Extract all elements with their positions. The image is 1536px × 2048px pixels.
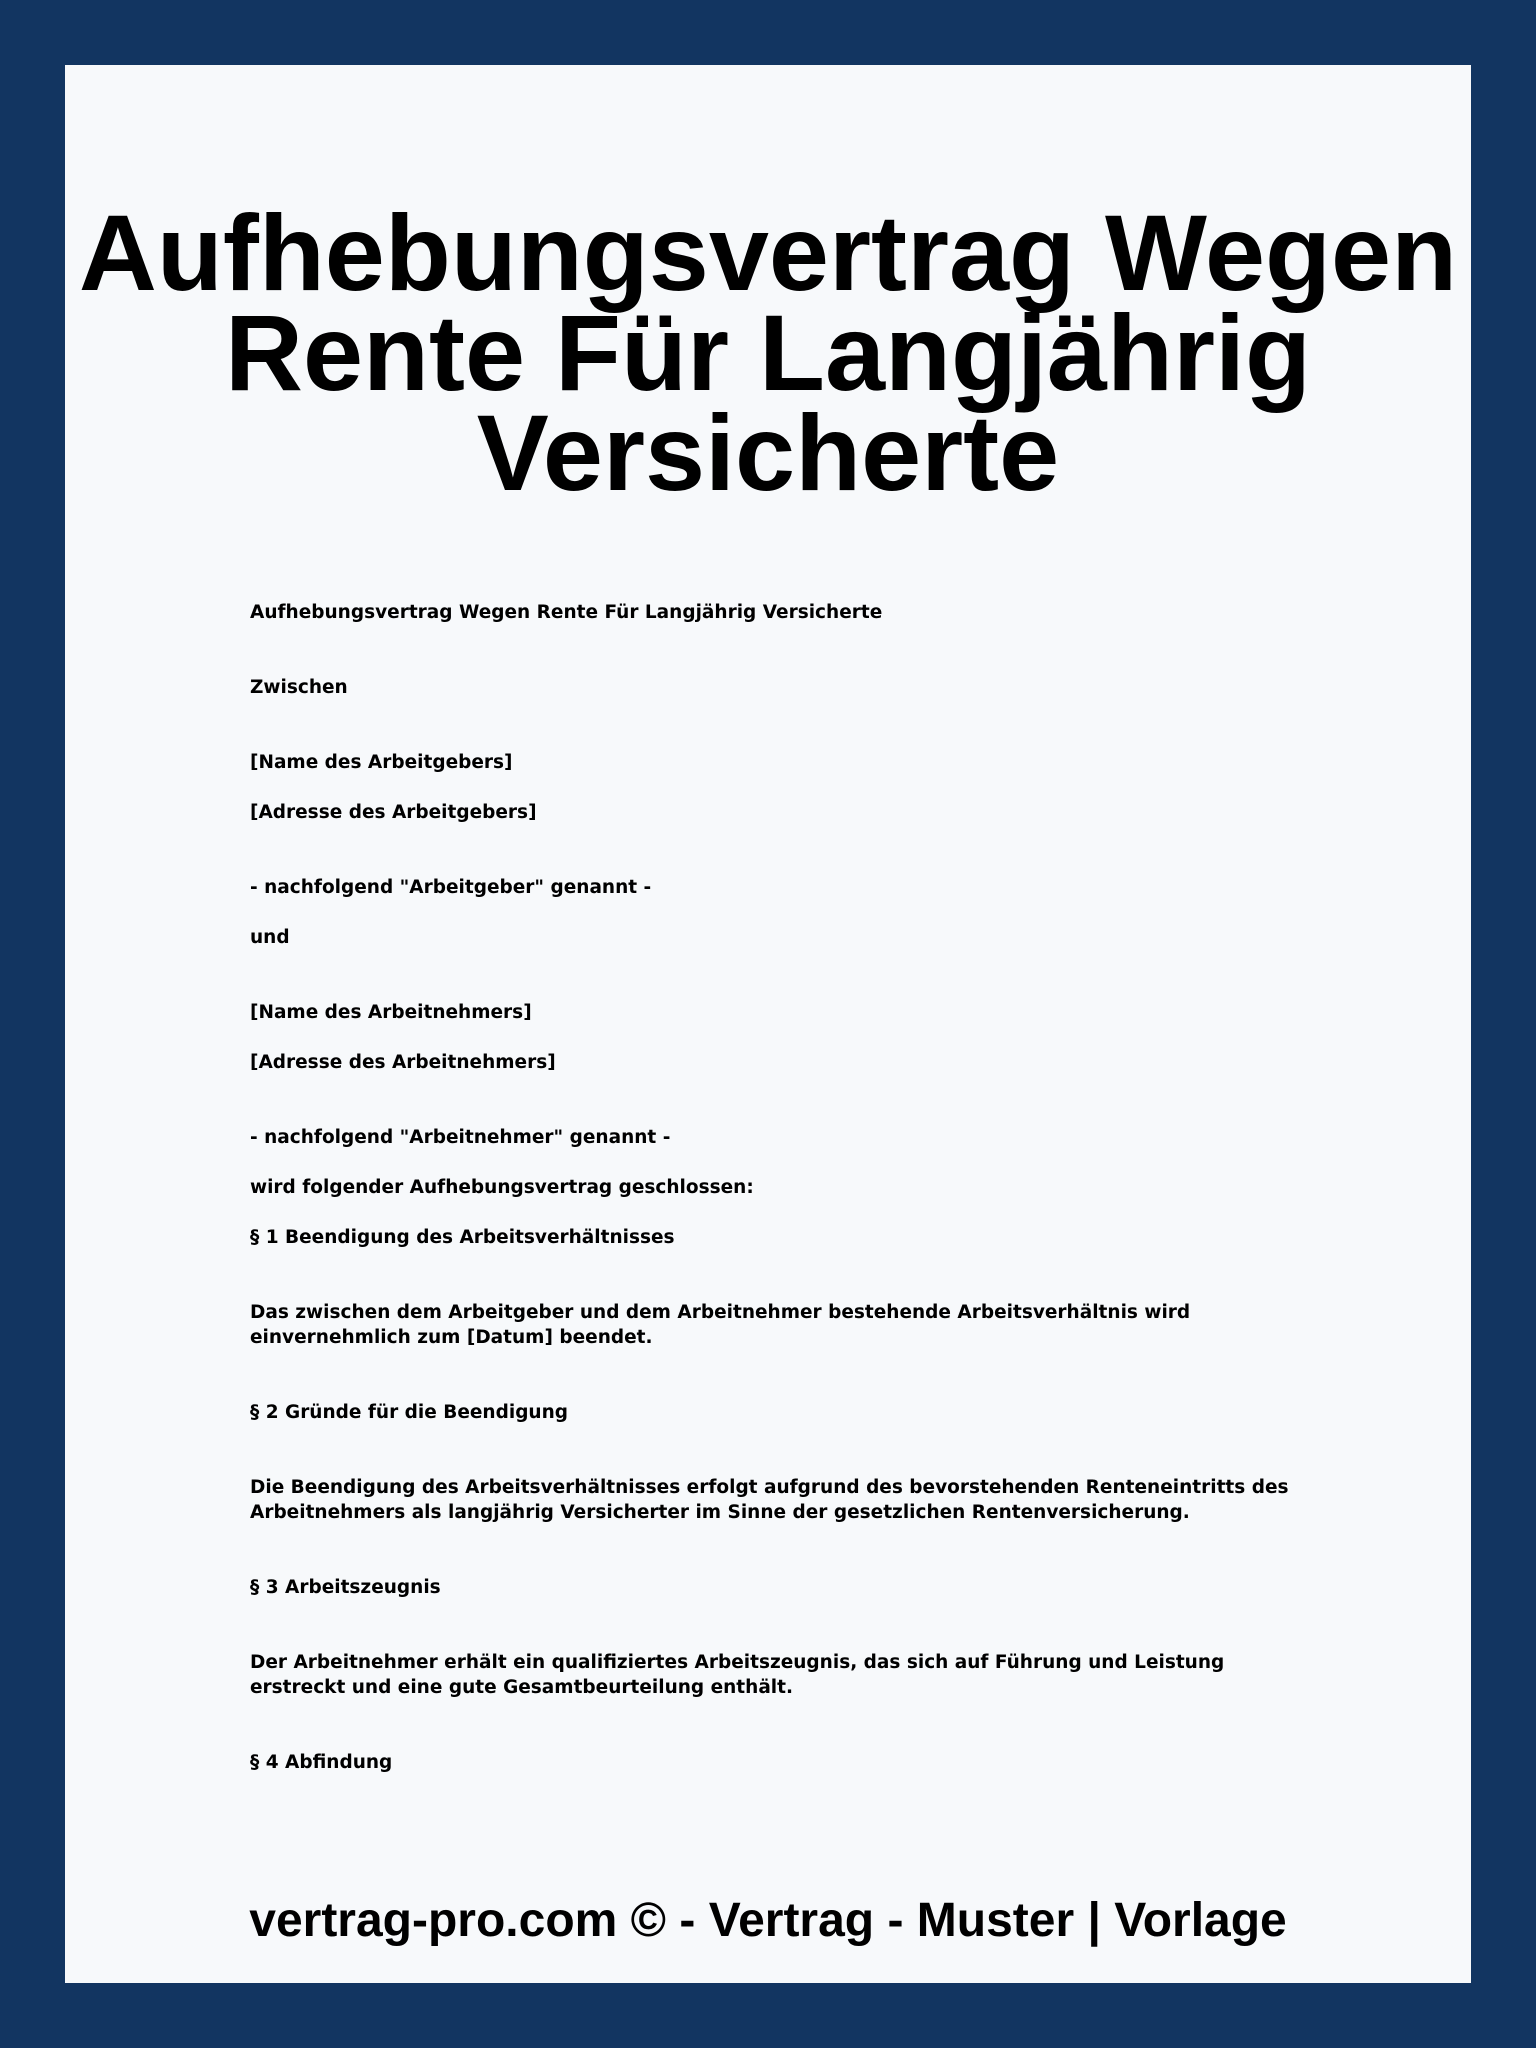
section-text-2: Die Beendigung des Arbeitsverhältnisses erfolgt aufgrund des bevorstehenden Renteneintritts des Arbeitnehmers als langjährig Versicherter im Sinne der gesetzlichen Rentenversicherung.: [250, 1477, 1289, 1523]
page-title: Aufhebungsvertrag Wegen Rente Für Langjährig Versicherte: [78, 192, 1458, 513]
section-heading-2: § 2 Gründe für die Beendigung: [250, 1402, 569, 1423]
section-heading-3: § 3 Arbeitszeugnis: [250, 1577, 441, 1598]
employer-designation: - nachfolgend "Arbeitgeber" genannt -: [250, 877, 652, 898]
footer-watermark: vertrag-pro.com © - Vertrag - Muster | Vorlage: [249, 1894, 1287, 1947]
employee-name: [Name des Arbeitnehmers]: [250, 1002, 532, 1023]
employer-address: [Adresse des Arbeitgebers]: [250, 802, 537, 823]
section-text-1: Das zwischen dem Arbeitgeber und dem Arbeitnehmer bestehende Arbeitsverhältnis wird einvernehmlich zum [Datum] beendet.: [250, 1302, 1191, 1348]
intro-text: wird folgender Aufhebungsvertrag geschlossen:: [250, 1177, 754, 1198]
employer-name: [Name des Arbeitgebers]: [250, 752, 513, 773]
section-heading-1: § 1 Beendigung des Arbeitsverhältnisses: [250, 1227, 675, 1248]
section-text-3: Der Arbeitnehmer erhält ein qualifiziertes Arbeitszeugnis, das sich auf Führung und Leistung erstreckt und eine gute Gesamtbeurteilung enthält.: [250, 1652, 1225, 1698]
document-sheet: [65, 65, 1471, 1983]
section-heading-4: § 4 Abfindung: [250, 1752, 393, 1773]
employee-designation: - nachfolgend "Arbeitnehmer" genannt -: [250, 1127, 671, 1148]
employee-address: [Adresse des Arbeitnehmers]: [250, 1052, 556, 1073]
between-label: Zwischen: [250, 677, 348, 698]
contract-heading: Aufhebungsvertrag Wegen Rente Für Langjährig Versicherte: [250, 602, 883, 623]
and-label: und: [250, 927, 290, 948]
